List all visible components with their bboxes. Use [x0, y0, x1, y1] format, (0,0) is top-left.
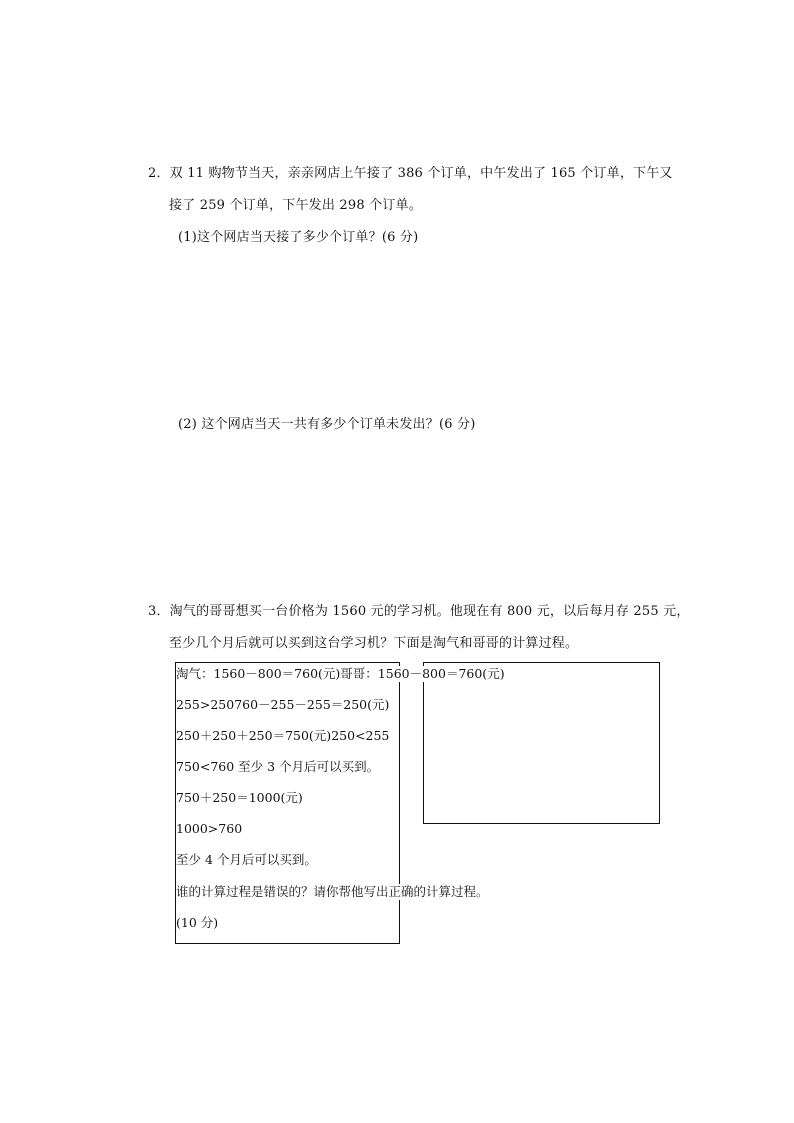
calc-line-3: 250＋250＋250＝750(元)250<255	[176, 728, 390, 743]
brother-work-box	[423, 662, 660, 824]
calc-line-4: 750<760 至少 3 个月后可以买到。	[176, 759, 380, 774]
q2-stem-line2: 接了 259 个订单，下午发出 298 个订单。	[169, 198, 422, 213]
calc-line-1: 淘气：1560－800＝760(元)哥哥：1560－800＝760(元)	[176, 666, 505, 681]
q2-subquestion-2: (2) 这个网店当天一共有多少个订单未发出？(6 分)	[178, 417, 476, 432]
calc-line-6: 1000>760	[176, 821, 243, 836]
calc-line-9: (10 分)	[176, 915, 219, 930]
q3-stem-line2: 至少几个月后就可以买到这台学习机？下面是淘气和哥哥的计算过程。	[169, 636, 579, 651]
calc-line-5: 750＋250＝1000(元)	[176, 790, 303, 805]
calc-line-2: 255>250760－255－255＝250(元)	[176, 697, 390, 712]
q2-stem-line1: 2．双 11 购物节当天，亲亲网店上午接了 386 个订单，中午发出了 165 个订单，下午又	[148, 166, 673, 181]
calc-line-7: 至少 4 个月后可以买到。	[176, 852, 317, 867]
q2-subquestion-1: (1)这个网店当天接了多少个订单？(6 分)	[178, 230, 419, 245]
calc-line-8: 谁的计算过程是错误的？请你帮他写出正确的计算过程。	[176, 884, 489, 899]
q3-stem-line1: 3．淘气的哥哥想买一台价格为 1560 元的学习机。他现在有 800 元，以后每月存 255 元，	[148, 604, 690, 619]
